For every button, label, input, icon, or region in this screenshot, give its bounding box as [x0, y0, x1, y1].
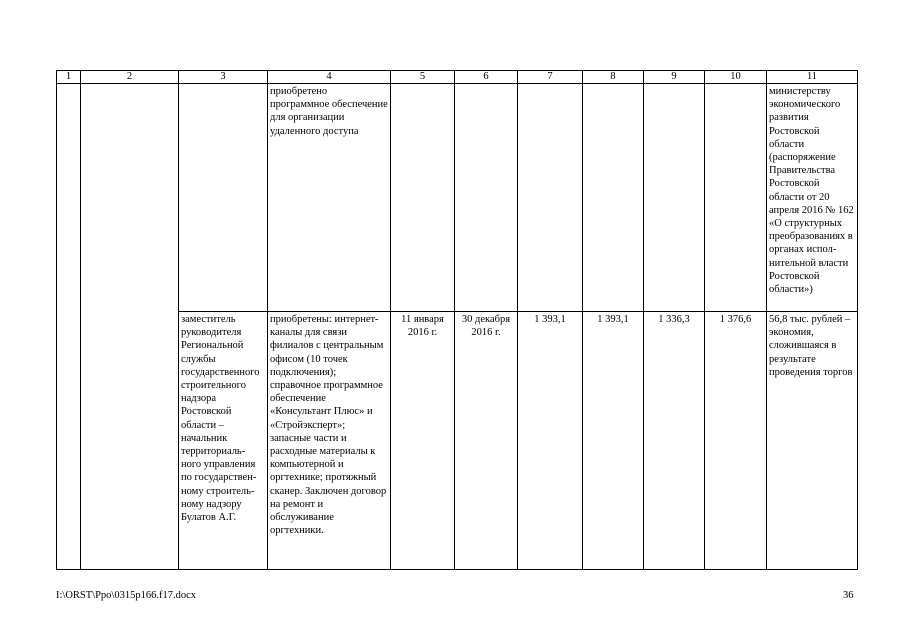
- table-cell-note: министерству экономического развития Ростовской области (распоряжение Правительства Ростовской области от 20 апреля 2016 № 162 «О структурных преобразованиях в органах испол-нительной власти Ростовской области»): [767, 84, 858, 312]
- table-row: [57, 84, 858, 312]
- column-header-5: 5: [391, 71, 455, 84]
- column-header-3: 3: [179, 71, 268, 84]
- table-cell-empty: [583, 84, 644, 312]
- table-cell-empty: [179, 84, 268, 312]
- header-row: [57, 71, 858, 84]
- table-cell-note: 56,8 тыс. рублей – экономия, сложившаяся в результате проведения торгов: [767, 312, 858, 570]
- column-header-6: 6: [455, 71, 518, 84]
- table-cell-empty: [644, 84, 705, 312]
- table-cell-empty: [81, 84, 179, 570]
- table-cell-measures: приобретены: интернет-каналы для связи филиалов с центральным офисом (10 точек подключения); справочное программное обеспечение «Консультант Плюс» и «Стройэксперт»; запасные части и расходные материалы к компьютерной и оргтехнике; протяжный сканер. Заключен договор на ремонт и обслуживание оргтехники.: [268, 312, 391, 570]
- column-header-9: 9: [644, 71, 705, 84]
- column-header-4: 4: [268, 71, 391, 84]
- table-cell-amount: 1 393,1: [583, 312, 644, 570]
- footer-file-path: I:\ORST\Ppo\0315p166.f17.docx: [56, 590, 197, 601]
- column-header-7: 7: [518, 71, 583, 84]
- table-cell-amount: 1 376,6: [705, 312, 767, 570]
- table-cell-empty: [705, 84, 767, 312]
- column-header-2: 2: [81, 71, 179, 84]
- table-cell-empty: [518, 84, 583, 312]
- table-cell-empty: [391, 84, 455, 312]
- column-header-8: 8: [583, 71, 644, 84]
- table-cell-measures: приобретено программное обеспечение для организации удаленного доступа: [268, 84, 391, 312]
- column-header-11: 11: [767, 71, 858, 84]
- table-cell-empty: [57, 84, 81, 570]
- table-cell-end-date: 30 декабря 2016 г.: [455, 312, 518, 570]
- report-table: [56, 70, 858, 570]
- table-cell-amount: 1 336,3: [644, 312, 705, 570]
- table-cell-empty: [455, 84, 518, 312]
- table-cell-responsible: заместитель руководителя Региональной службы государственного строительного надзора Ростовской области – начальник территориаль-ного управления по государствен-ному строитель-ному надзору Булатов А.Г.: [179, 312, 268, 570]
- footer-page-number: 36: [843, 590, 854, 601]
- table-cell-start-date: 11 января 2016 г.: [391, 312, 455, 570]
- column-header-1: 1: [57, 71, 81, 84]
- column-header-10: 10: [705, 71, 767, 84]
- table-cell-amount: 1 393,1: [518, 312, 583, 570]
